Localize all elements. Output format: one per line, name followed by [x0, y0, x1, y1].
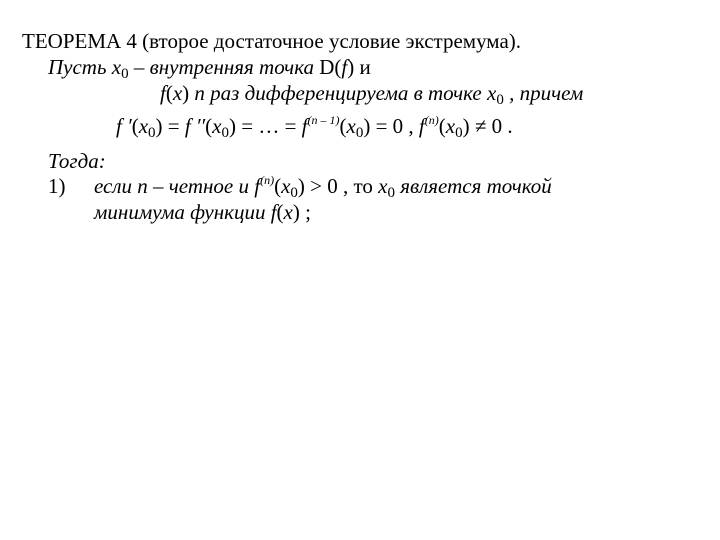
text-segment: , причем — [503, 81, 584, 105]
var-x: x — [487, 81, 497, 105]
var-x: x — [346, 114, 356, 138]
paren: ( — [339, 114, 347, 138]
paren: ( — [334, 55, 342, 79]
var-f: f — [341, 55, 348, 79]
var-x: x — [172, 81, 183, 105]
equals-zero: = 0 , — [370, 114, 419, 138]
paren: ( — [438, 114, 446, 138]
then-label — [48, 148, 106, 174]
subscript-0: 0 — [496, 92, 504, 108]
subscript-0: 0 — [121, 66, 129, 82]
superscript-n: (n) — [260, 173, 275, 187]
paren: ) — [155, 114, 163, 138]
subscript-0: 0 — [455, 125, 463, 141]
text-segment: минимума функции — [94, 200, 271, 224]
paren: ) — [182, 81, 195, 105]
text-segment: является точкой — [395, 174, 552, 198]
text-segment: ) и — [347, 55, 371, 79]
domain-D: D — [319, 55, 335, 79]
text-segment: Пусть — [48, 55, 112, 79]
subscript-0: 0 — [221, 125, 229, 141]
text-segment: ; — [299, 200, 311, 224]
then-text: Тогда: — [48, 149, 106, 173]
var-x: x — [281, 174, 291, 198]
var-f: f — [301, 114, 308, 138]
var-n: n — [194, 81, 205, 105]
subscript-0: 0 — [148, 125, 156, 141]
theorem-title-text: ТЕОРЕМА 4 (второе достаточное условие экстремума). — [22, 29, 522, 53]
theorem-line-1 — [48, 54, 371, 80]
var-f: f — [418, 114, 425, 138]
var-f: f — [270, 200, 277, 224]
ellipsis: … — [258, 114, 280, 138]
var-f: f — [254, 174, 261, 198]
theorem-line-2 — [160, 80, 583, 106]
var-n: n — [137, 174, 148, 198]
paren: ( — [131, 114, 139, 138]
equals: = — [162, 114, 185, 138]
paren: ) — [462, 114, 470, 138]
var-x: x — [212, 114, 222, 138]
superscript-n-minus-1: (n – 1) — [307, 113, 340, 127]
paren: ) — [292, 200, 300, 224]
subscript-0: 0 — [355, 125, 364, 141]
text-segment: > 0 , то — [304, 174, 379, 198]
theorem-formula — [116, 113, 513, 139]
var-x: x — [138, 114, 149, 138]
paren: ) — [363, 114, 371, 138]
paren: ( — [274, 174, 282, 198]
paren: ( — [165, 81, 173, 105]
f-double-prime: f ′′ — [184, 114, 206, 138]
var-x: x — [111, 55, 122, 79]
f-prime: f ′ — [116, 114, 132, 138]
subscript-0: 0 — [290, 185, 298, 201]
paren: ) — [228, 114, 236, 138]
subscript-0: 0 — [387, 185, 395, 201]
text-segment: раз дифференцируема в точке — [204, 81, 487, 105]
item-1-line-2 — [94, 199, 311, 225]
item-1-line-1 — [94, 173, 552, 199]
item-1-num: 1) — [48, 174, 66, 198]
text-segment: – четное и — [147, 174, 255, 198]
paren: ( — [205, 114, 213, 138]
equals: = — [235, 114, 259, 138]
var-f: f — [160, 81, 166, 105]
var-x: x — [445, 114, 456, 138]
theorem-title — [22, 28, 521, 54]
superscript-n: (n) — [424, 113, 439, 127]
item-1-number — [48, 173, 66, 199]
var-x: x — [283, 200, 293, 224]
paren: ( — [276, 200, 284, 224]
paren: ) — [297, 174, 305, 198]
text-segment: – внутренняя точка — [128, 55, 320, 79]
not-equal-zero: ≠ 0 . — [469, 114, 513, 138]
text-segment: если — [94, 174, 138, 198]
equals: = — [279, 114, 302, 138]
var-x: x — [378, 174, 388, 198]
